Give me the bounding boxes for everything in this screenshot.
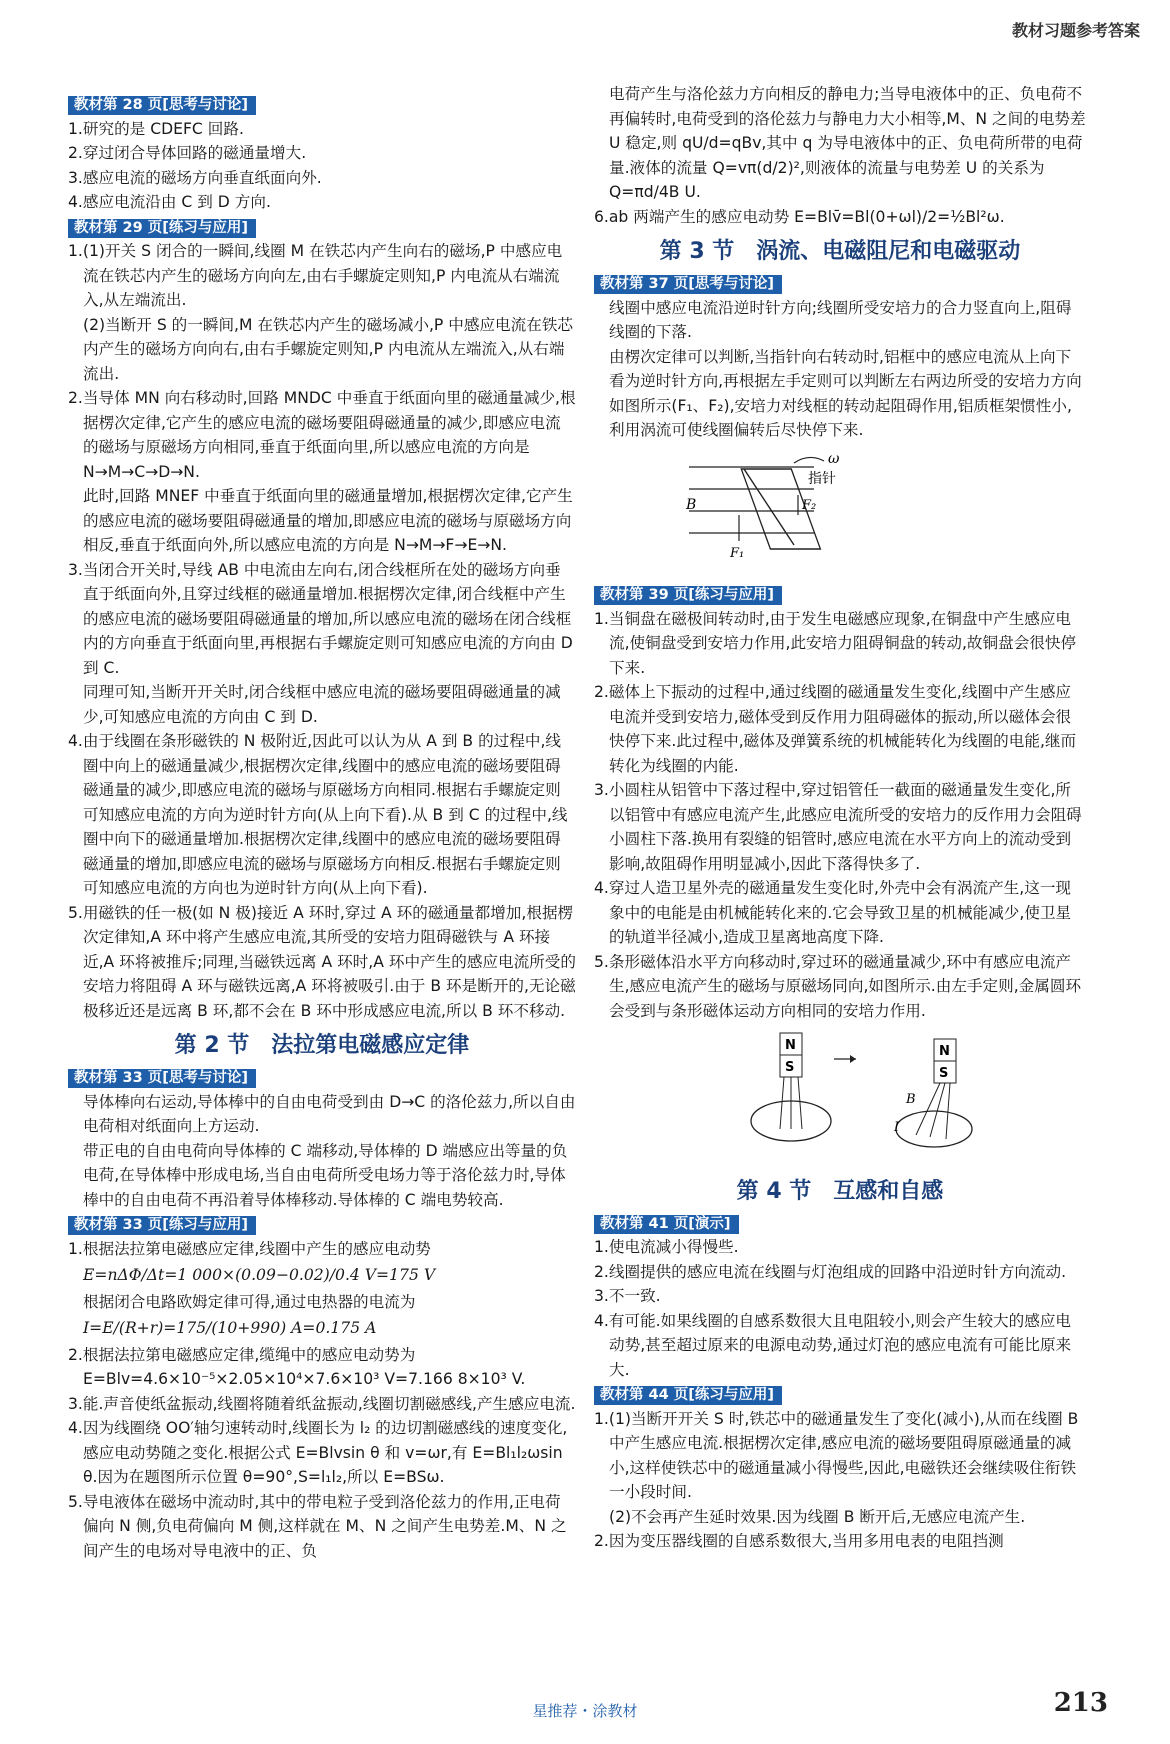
- i-label: I: [894, 1120, 900, 1135]
- pointer-frame-figure: [594, 449, 1086, 569]
- pointer-label: 指针: [808, 470, 836, 487]
- answer-paragraph: 由楞次定律可以判断,当指针向右转动时,铝框中的感应电流从上向下看为逆时针方向,再根据左手定则可以判断左右两边所受的安培力方向如图所示(F₁、F₂),安培力对线框的转动起阻碍作用,铝质框架惯性小,利用涡流可使线圈偏转后尽快停下来.: [609, 347, 1082, 439]
- rotation-arrow: [794, 457, 824, 463]
- answer-line: 1.使电流减小得慢些.: [594, 1238, 739, 1256]
- metal-ring: [896, 1111, 972, 1147]
- equation: I=E/(R+r)=175/(10+990) A=0.175 A: [83, 1319, 377, 1337]
- answer-paragraph: 2.当导体 MN 向右移动时,回路 MNDC 中垂直于纸面向里的磁通量减少,根据楞次定律,它产生的感应电流的磁场要阻碍磁通量的减少,即感应电流的磁场与原磁场方向相同,垂直于纸面向里,所以感应电流的方向是 N→M→C→D→N.: [68, 389, 576, 481]
- answer-line: 4.感应电流沿由 C 到 D 方向.: [68, 193, 271, 211]
- footer-brand: 星推荐・涂教材: [532, 1702, 638, 1720]
- f1-label: F₁: [730, 545, 745, 561]
- answer-paragraph: 4.有可能.如果线圈的自感系数很大且电阻较小,则会产生较大的感应电动势,甚至超过原来的电源电动势,通过灯泡的感应电流有可能比原来大.: [594, 1311, 1072, 1379]
- answer-paragraph: 6.ab 两端产生的感应电动势 E=Blv̄=Bl(0+ωl)/2=½Bl²ω.: [594, 207, 1005, 226]
- answer-paragraph: 5.条形磁体沿水平方向移动时,穿过环的磁通量减少,环中有感应电流产生,感应电流产生的磁场与原磁场同向,如图所示.由左手定则,金属圆环会受到与条形磁体运动方向相同的安培力作用.: [594, 952, 1082, 1020]
- page-header: 教材习题参考答案: [1011, 21, 1140, 40]
- answer-paragraph: 4.由于线圈在条形磁铁的 N 极附近,因此可以认为从 A 到 B 的过程中,线圈中向上的磁通量减少,根据楞次定律,线圈中的感应电流的磁场要阻碍磁通量的减少,即感应电流的磁场与原磁场方向相同.根据右手螺旋定则可知感应电流的方向为逆时针方向(从上向下看).从 B 到 C 的过程中,线圈中向下的磁通量增加.根据楞次定律,线圈中的感应电流的磁场要阻碍磁通量的增加,即感应电流的磁场与原磁场方向相反.根据右手螺旋定则可知感应电流的方向也为逆时针方向(从上向下看).: [68, 732, 568, 897]
- section-tag: 教材第 33 页[练习与应用]: [68, 1216, 256, 1235]
- section-title: 第 4 节 互感和自感: [736, 1178, 944, 1204]
- answer-paragraph: (2)当断开 S 的一瞬间,M 在铁芯内产生的磁场减小,P 中感应电流在铁芯内产生的磁场方向向右,由右手螺旋定则知,P 内电流从左端流入,从右端流出.: [83, 315, 574, 383]
- answer-paragraph: 2.线圈提供的感应电流在线圈与灯泡组成的回路中沿逆时针方向流动.: [594, 1262, 1067, 1281]
- f2-label: F₂: [802, 497, 817, 513]
- section-tag: 教材第 29 页[练习与应用]: [68, 219, 256, 238]
- answer-paragraph: 导体棒向右运动,导体棒中的自由电荷受到由 D→C 的洛伦兹力,所以自由电荷相对纸面向上方运动.: [83, 1092, 576, 1135]
- magnet-ring-figure: [594, 1029, 1086, 1155]
- n-pole-label: N: [939, 1044, 950, 1059]
- answer-paragraph: 带正电的自由电荷向导体棒的 C 端移动,导体棒的 D 端感应出等量的负电荷,在导体棒中形成电场,当自由电荷所受电场力等于洛伦兹力时,导体棒中的自由电荷不再沿着导体棒移动.导体棒的 C 端电势较高.: [83, 1141, 568, 1209]
- b-label: B: [906, 1092, 916, 1107]
- section-tag: 教材第 37 页[思考与讨论]: [594, 275, 782, 294]
- answer-paragraph: (2)不会再产生延时效果.因为线圈 B 断开后,无感应电流产生.: [609, 1507, 1026, 1526]
- answer-paragraph: 1.(1)当断开开关 S 时,铁芯中的磁通量发生了变化(减小),从而在线圈 B 中产生感应电流.根据楞次定律,感应电流的磁场要阻碍原磁通量的减小,这样使铁芯中的磁通量减小得慢些,因此,电磁铁还会继续吸住衔铁一小段时间.: [594, 1409, 1079, 1501]
- answer-paragraph: 5.导电液体在磁场中流动时,其中的带电粒子受到洛伦兹力的作用,正电荷偏向 N 侧,负电荷偏向 M 侧,这样就在 M、N 之间产生电势差.M、N 之间产生的电场对导电液中的正、负: [68, 1492, 567, 1560]
- answer-line: 3.感应电流的磁场方向垂直纸面向外.: [68, 168, 322, 187]
- answer-paragraph: 3.能.声音使纸盆振动,线圈将随着纸盆振动,线圈切割磁感线,产生感应电流.: [68, 1394, 576, 1413]
- answer-paragraph: 4.因为线圈绕 OO′轴匀速转动时,线圈长为 l₂ 的边切割磁感线的速度变化,感应电动势随之变化.根据公式 E=Blvsin θ 和 v=ωr,有 E=Bl₁l₂ωsin θ.因为在题图所示位置 θ=90°,S=l₁l₂,所以 E=BSω.: [68, 1419, 568, 1486]
- left-column: [68, 92, 576, 1563]
- answer-line: 1.研究的是 CDEFC 回路.: [68, 119, 244, 138]
- answer-paragraph: 同理可知,当断开开关时,闭合线框中感应电流的磁场要阻碍磁通量的减少,可知感应电流的方向由 C 到 D.: [83, 683, 561, 726]
- answer-line: 2.穿过闭合导体回路的磁通量增大.: [68, 144, 307, 162]
- answer-paragraph: 4.穿过人造卫星外壳的磁通量发生变化时,外壳中会有涡流产生,这一现象中的电能是由机械能转化来的.它会导致卫星的机械能减少,使卫星的轨道半径减小,造成卫星离地高度下降.: [594, 879, 1072, 946]
- answer-paragraph: 3.小圆柱从铝管中下落过程中,穿过铝管任一截面的磁通量发生变化,所以铝管中有感应电流产生,此感应电流所受的安培力的反作用力会阻碍小圆柱下落.换用有裂缝的铝管时,感应电流在水平方向上的流动受到影响,故阻碍作用明显减小,因此下落得快多了.: [594, 781, 1082, 873]
- page-number: 213: [1053, 1688, 1108, 1718]
- section-title: 第 2 节 法拉第电磁感应定律: [174, 1033, 470, 1058]
- equation: E=nΔΦ/Δt=1 000×(0.09−0.02)/0.4 V=175 V: [83, 1266, 436, 1284]
- omega-label: ω: [828, 450, 840, 467]
- s-pole-label: S: [785, 1060, 795, 1075]
- right-column: [594, 82, 1086, 1554]
- section-title: 第 3 节 涡流、电磁阻尼和电磁驱动: [659, 239, 1021, 264]
- move-arrow-head: [850, 1055, 856, 1063]
- section-tag: 教材第 44 页[练习与应用]: [594, 1386, 782, 1405]
- answer-paragraph: 2.因为变压器线圈的自感系数很大,当用多用电表的电阻挡测: [594, 1532, 1004, 1550]
- answer-paragraph: 1.当铜盘在磁极间转动时,由于发生电磁感应现象,在铜盘中产生感应电流,使铜盘受到安培力作用,此安培力阻碍铜盘的转动,故铜盘会很快停下来.: [594, 609, 1077, 677]
- answer-paragraph: 此时,回路 MNEF 中垂直于纸面向里的磁通量增加,根据楞次定律,它产生的感应电流的磁场要阻碍磁通量的增加,即感应电流的磁场与原磁场方向相反,垂直于纸面向外,所以感应电流的方向是 N→M→F→E→N.: [83, 487, 573, 554]
- section-tag: 教材第 28 页[思考与讨论]: [68, 96, 256, 115]
- answer-paragraph: 电荷产生与洛伦兹力方向相反的静电力;当导电液体中的正、负电荷不再偏转时,电荷受到的洛伦兹力与静电力大小相等,M、N 之间的电势差 U 稳定,则 qU/d=qBv,其中 q 为导电液体中的正、负电荷所带的电荷量.液体的流量 Q=vπ(d/2)²,则液体的流量与电势差 U 的关系为 Q=πd/4B U.: [609, 85, 1086, 201]
- answer-paragraph: 2.磁体上下振动的过程中,通过线圈的磁通量发生变化,线圈中产生感应电流并受到安培力,磁体受到反作用力阻碍磁体的振动,所以磁体会很快停下来.此过程中,磁体及弹簧系统的机械能转化为线圈的电能,继而转化为线圈的内能.: [594, 683, 1077, 775]
- section-tag: 教材第 41 页[演示]: [594, 1215, 739, 1234]
- answer-paragraph: 3.当闭合开关时,导线 AB 中电流由左向右,闭合线框所在处的磁场方向垂直于纸面向外,且穿过线框的磁通量增加.根据楞次定律,闭合线框中产生的感应电流的磁场要阻碍磁通量的增加,所以感应电流的磁场在闭合线框内的方向垂直于纸面向里,再根据右手螺旋定则可知感应电流的方向由 D 到 C.: [68, 560, 573, 677]
- answer-line: 3.不一致.: [594, 1287, 661, 1305]
- section-tag: 教材第 39 页[练习与应用]: [594, 586, 782, 605]
- b-label: B: [686, 496, 697, 513]
- section-tag: 教材第 33 页[思考与讨论]: [68, 1069, 256, 1088]
- answer-paragraph: 根据闭合电路欧姆定律可得,通过电热器的电流为: [83, 1292, 416, 1311]
- answer-paragraph: 线圈中感应电流沿逆时针方向;线圈所受安培力的合力竖直向上,阻碍线圈的下落.: [609, 298, 1072, 341]
- n-pole-label: N: [785, 1038, 796, 1053]
- answer-paragraph: 5.用磁铁的任一极(如 N 极)接近 A 环时,穿过 A 环的磁通量都增加,根据楞次定律知,A 环中将产生感应电流,其所受的安培力阻碍磁铁与 A 环接近,A 环将被推斥;同理,当磁铁远离 A 环时,A 环中产生的感应电流所受的安培力将阻碍 A 环与磁铁远离,A 环将被吸引.由于 B 环是断开的,无论磁极移近还是远离 B 环,都不会在 B 环中形成感应电流,所以 B 环不移动.: [68, 903, 576, 1020]
- s-pole-label: S: [939, 1066, 949, 1081]
- field-lines: [780, 1077, 802, 1129]
- answer-paragraph: 1.(1)开关 S 闭合的一瞬间,线圈 M 在铁芯内产生向右的磁场,P 中感应电流在铁芯内产生的磁场方向向左,由右手螺旋定则知,P 内电流从右端流入,从左端流出.: [68, 242, 563, 309]
- answer-paragraph: 2.根据法拉第电磁感应定律,缆绳中的感应电动势为 E=Blv=4.6×10⁻⁵×2.05×10⁴×7.6×10³ V=7.166 8×10³ V.: [68, 1345, 526, 1388]
- answer-paragraph: 1.根据法拉第电磁感应定律,线圈中产生的感应电动势: [68, 1239, 431, 1258]
